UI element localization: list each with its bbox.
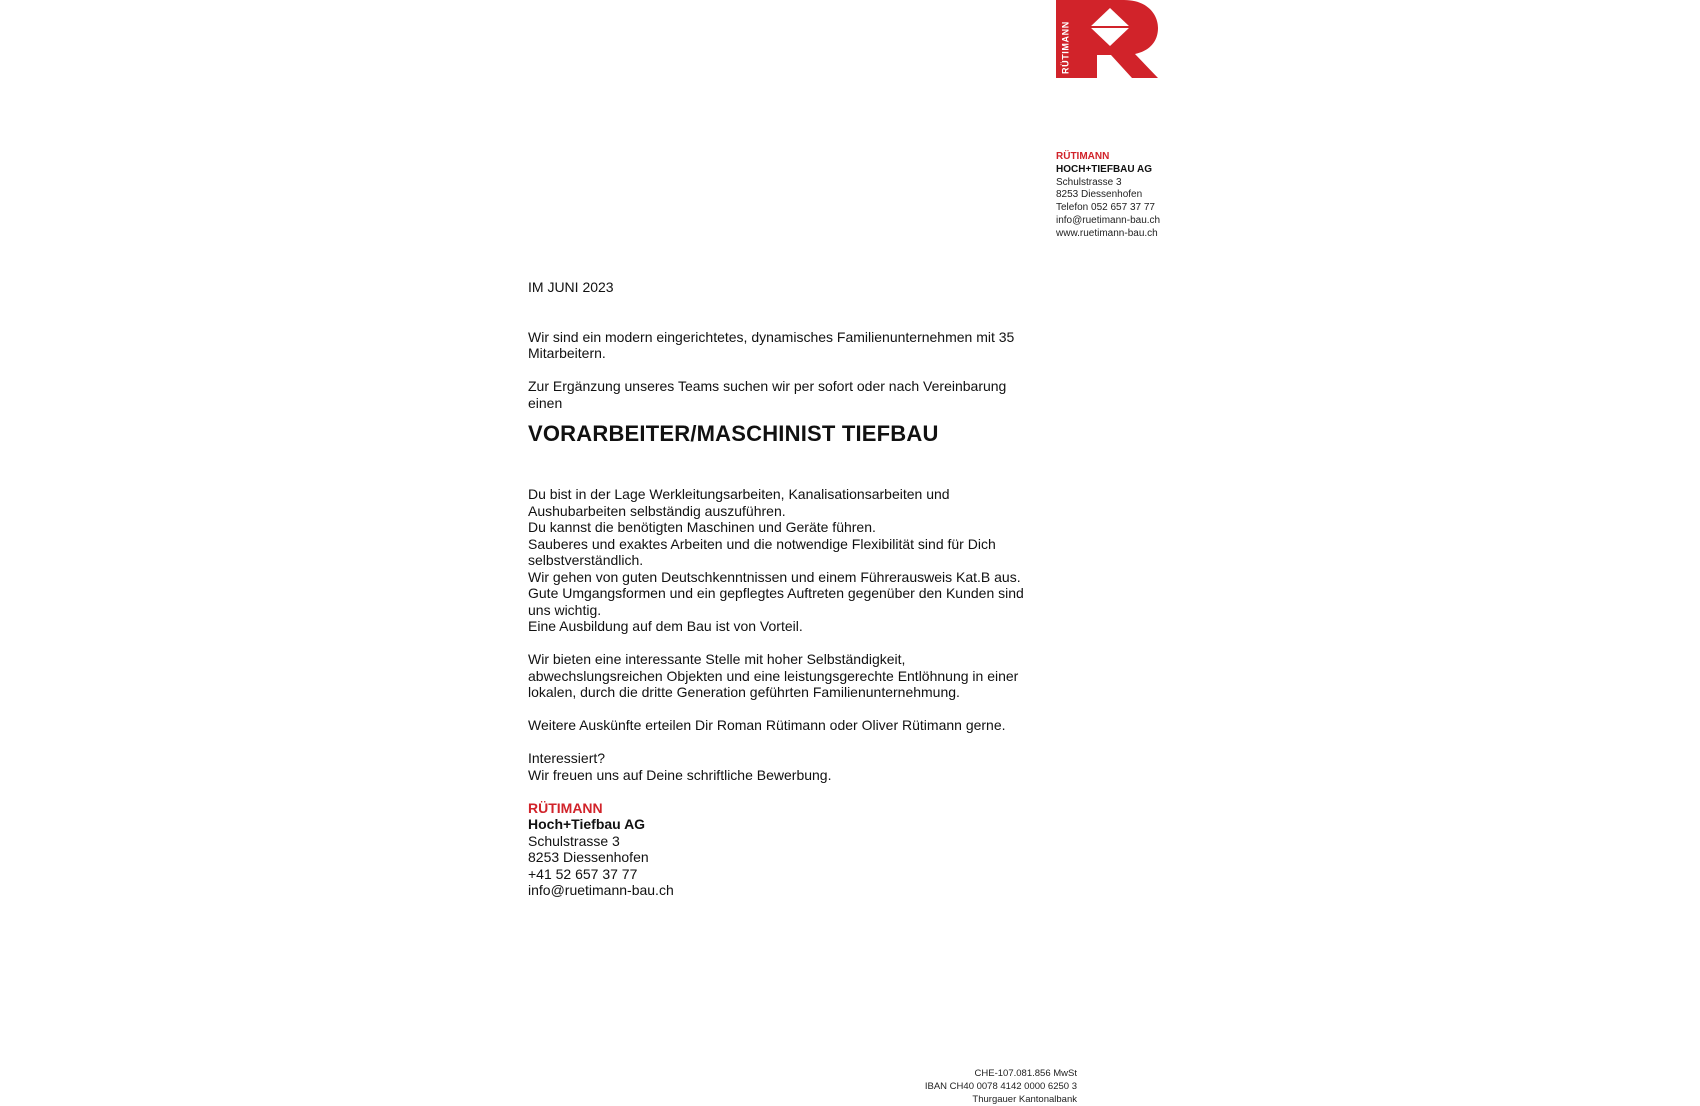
footer-bank-info (925, 1068, 1077, 1106)
requirement-item: Du bist in der Lage Werkleitungsarbeiten, Kanalisationsarbeiten und Aushubarbeiten selbständig auszuführen. (528, 486, 950, 519)
signature-block (528, 800, 1028, 899)
signature-brand: RÜTIMANN (528, 799, 603, 816)
requirement-item: Eine Ausbildung auf dem Bau ist von Vorteil. (528, 618, 803, 634)
company-logo (1056, 0, 1160, 78)
requirements-list (528, 486, 1028, 635)
sender-city: 8253 Diessenhofen (1056, 189, 1143, 201)
signature-city: 8253 Diessenhofen (528, 849, 649, 865)
footer-vat: CHE-107.081.856 MwSt (974, 1068, 1077, 1079)
r-letter-logo-icon (1056, 0, 1160, 78)
requirement-item: Wir gehen von guten Deutschkenntnissen und einem Führerausweis Kat.B aus. (528, 568, 1021, 585)
sender-street: Schulstrasse 3 (1056, 176, 1122, 188)
question-line: Interessiert? (528, 750, 606, 766)
letter-body (528, 279, 1028, 899)
requirement-item: Gute Umgangsformen und ein gepflegtes Auftreten gegenüber den Kunden sind uns wichtig. (528, 585, 1024, 618)
closing-line: Wir freuen uns auf Deine schriftliche Bewerbung. (528, 766, 832, 783)
sender-email: info@ruetimann-bau.ch (1056, 214, 1161, 226)
contact-paragraph: Weitere Auskünfte erteilen Dir Roman Rütimann oder Oliver Rütimann gerne. (528, 717, 1006, 733)
job-title: VORARBEITER/MASCHINIST TIEFBAU (528, 421, 939, 446)
requirement-item: Sauberes und exaktes Arbeiten und die notwendige Flexibilität sind für Dich selbstverständlich. (528, 535, 996, 568)
sender-phone: Telefon 052 657 37 77 (1056, 202, 1155, 214)
letter-date: IM JUNI 2023 (528, 279, 614, 295)
signature-company: Hoch+Tiefbau AG (528, 816, 646, 832)
footer-bank: Thurgauer Kantonalbank (972, 1093, 1077, 1105)
sender-address-block (1056, 151, 1160, 241)
intro-paragraph: Wir sind ein modern eingerichtetes, dynamisches Familienunternehmen mit 35 Mitarbeitern. (528, 328, 1015, 361)
requirement-item: Du kannst die benötigten Maschinen und Geräte führen. (528, 519, 876, 535)
closing-block (528, 750, 1028, 783)
logo-vertical-text: RÜTIMANN (1060, 21, 1071, 74)
sender-brand: RÜTIMANN (1056, 151, 1110, 162)
search-paragraph: Zur Ergänzung unseres Teams suchen wir per sofort oder nach Vereinbarung einen (528, 378, 1007, 411)
footer-iban: IBAN CH40 0078 4142 0000 6250 3 (924, 1080, 1077, 1092)
signature-street: Schulstrasse 3 (528, 832, 620, 849)
sender-company: HOCH+TIEFBAU AG (1056, 163, 1153, 175)
sender-website: www.ruetimann-bau.ch (1056, 227, 1158, 239)
signature-phone: +41 52 657 37 77 (528, 865, 638, 882)
signature-email: info@ruetimann-bau.ch (528, 882, 674, 898)
offer-paragraph: Wir bieten eine interessante Stelle mit hoher Selbständigkeit, abwechslungsreichen Objekten und eine leistungsgerechte Entlöhnung in einer lokalen, durch die dritte Generation geführten Familienunternehmung. (528, 651, 1019, 700)
